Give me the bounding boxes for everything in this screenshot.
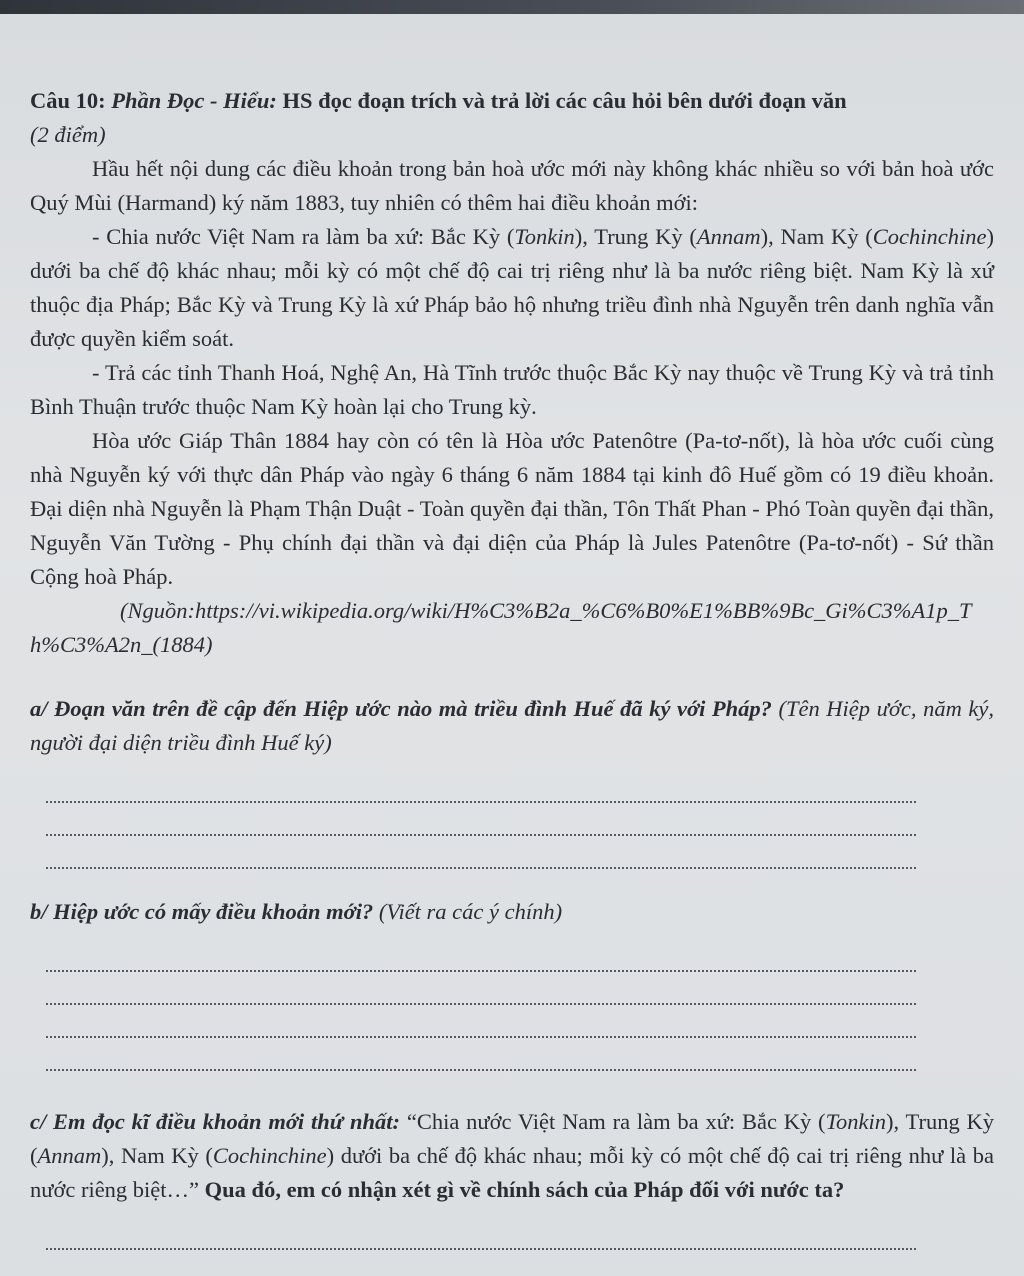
question-c (30, 1105, 994, 1207)
points-label: (2 điểm) (30, 122, 106, 147)
answer-line[interactable] (46, 803, 916, 836)
answer-line[interactable] (46, 972, 916, 1005)
question-c-quote: “Chia nước Việt Nam ra làm ba xứ: Bắc Kỳ ( (406, 1109, 826, 1134)
passage-text: - Chia nước Việt Nam ra làm ba xứ: Bắc Kỳ ( (92, 224, 515, 249)
passage-text: ), Trung Kỳ ( (574, 224, 697, 249)
question-b-text: b/ Hiệp ước có mấy điều khoản mới? (30, 899, 374, 924)
question-c-quote: ) dưới ba chế độ khác nhau; mỗi kỳ có một chế độ cai trị riêng như là ba nước riêng biệt…” (30, 1143, 994, 1202)
term-tonkin: Tonkin (514, 224, 575, 249)
answer-line[interactable] (46, 1005, 916, 1038)
answer-lines-c[interactable] (46, 1217, 916, 1276)
question-a (30, 692, 994, 760)
question-b-hint: (Viết ra các ý chính) (378, 899, 563, 924)
answer-line[interactable] (46, 770, 916, 803)
answer-line[interactable] (46, 1217, 916, 1250)
passage-paragraph-4: Hòa ước Giáp Thân 1884 hay còn có tên là Hòa ước Patenôtre (Pa-tơ-nốt), là hòa ước cuối cùng nhà Nguyễn ký với thực dân Pháp vào ngày 6 tháng 6 năm 1884 tại kinh đô Huế gồm có 19 điều khoản. Đại diện nhà Nguyễn là Phạm Thận Duật - Toàn quyền đại thần, Tôn Thất Phan - Phó Toàn quyền đại thần, Nguyễn Văn Tường - Phụ chính đại thần và đại diện của Pháp là Jules Patenôtre (Pa-tơ-nốt) - Sứ thần Cộng hoà Pháp. (30, 428, 994, 589)
passage-paragraph-1: Hầu hết nội dung các điều khoản trong bản hoà ước mới này không khác nhiều so với bản hoà ước Quý Mùi (Harmand) ký năm 1883, tuy nhiên có thêm hai điều khoản mới: (30, 156, 994, 215)
question-number: Câu 10: (30, 88, 106, 113)
passage-paragraph-3: - Trả các tỉnh Thanh Hoá, Nghệ An, Hà Tĩnh trước thuộc Bắc Kỳ nay thuộc về Trung Kỳ và trả tỉnh Bình Thuận trước thuộc Nam Kỳ hoàn lại cho Trung kỳ. (30, 360, 994, 419)
answer-line[interactable] (46, 1038, 916, 1071)
passage-paragraph-2 (30, 220, 994, 356)
answer-line[interactable] (46, 939, 916, 972)
question-c-quote: ), Trung Kỳ ( (30, 1109, 995, 1168)
question-c-quote: ), Nam Kỳ ( (101, 1143, 213, 1168)
term-cochinchine: Cochinchine (212, 1143, 327, 1168)
question-a-text: a/ Đoạn văn trên đề cập đến Hiệp ước nào mà triều đình Huế đã ký với Pháp? (30, 696, 772, 721)
term-annam: Annam (37, 1143, 102, 1168)
section-name: Phần Đọc - Hiểu: (111, 88, 277, 113)
answer-line[interactable] (46, 1250, 916, 1276)
question-c-ask: Qua đó, em có nhận xét gì về chính sách của Pháp đối với nước ta? (204, 1177, 845, 1202)
answer-lines-a[interactable] (46, 770, 916, 869)
worksheet-page (0, 14, 1024, 1276)
source-citation: (Nguồn:https://vi.wikipedia.org/wiki/H%C3%B2a_%C6%B0%E1%BB%9Bc_Gi%C3%A1p_Th%C3%A2n_(1884) (30, 598, 972, 657)
passage-text: ), Nam Kỳ ( (760, 224, 873, 249)
question-c-text: c/ Em đọc kĩ điều khoản mới thứ nhất: (30, 1109, 401, 1134)
passage-text: ) dưới ba chế độ khác nhau; mỗi kỳ có một chế độ cai trị riêng như là ba nước riêng biệt. Nam Kỳ là xứ thuộc địa Pháp; Bắc Kỳ và Trung Kỳ là xứ Pháp bảo hộ nhưng triều đình nhà Nguyễn trên danh nghĩa vẫn được quyền kiểm soát. (30, 224, 994, 351)
background-edge (0, 0, 1024, 14)
term-annam: Annam (696, 224, 761, 249)
term-tonkin: Tonkin (825, 1109, 886, 1134)
question-a-hint: (Tên Hiệp ước, năm ký, người đại diện triều đình Huế ký) (30, 696, 995, 755)
question-b (30, 895, 994, 929)
answer-line[interactable] (46, 836, 916, 869)
instruction-text: HS đọc đoạn trích và trả lời các câu hỏi bên dưới đoạn văn (282, 88, 847, 113)
question-heading (30, 84, 994, 118)
answer-lines-b[interactable] (46, 939, 916, 1071)
term-cochinchine: Cochinchine (872, 224, 987, 249)
